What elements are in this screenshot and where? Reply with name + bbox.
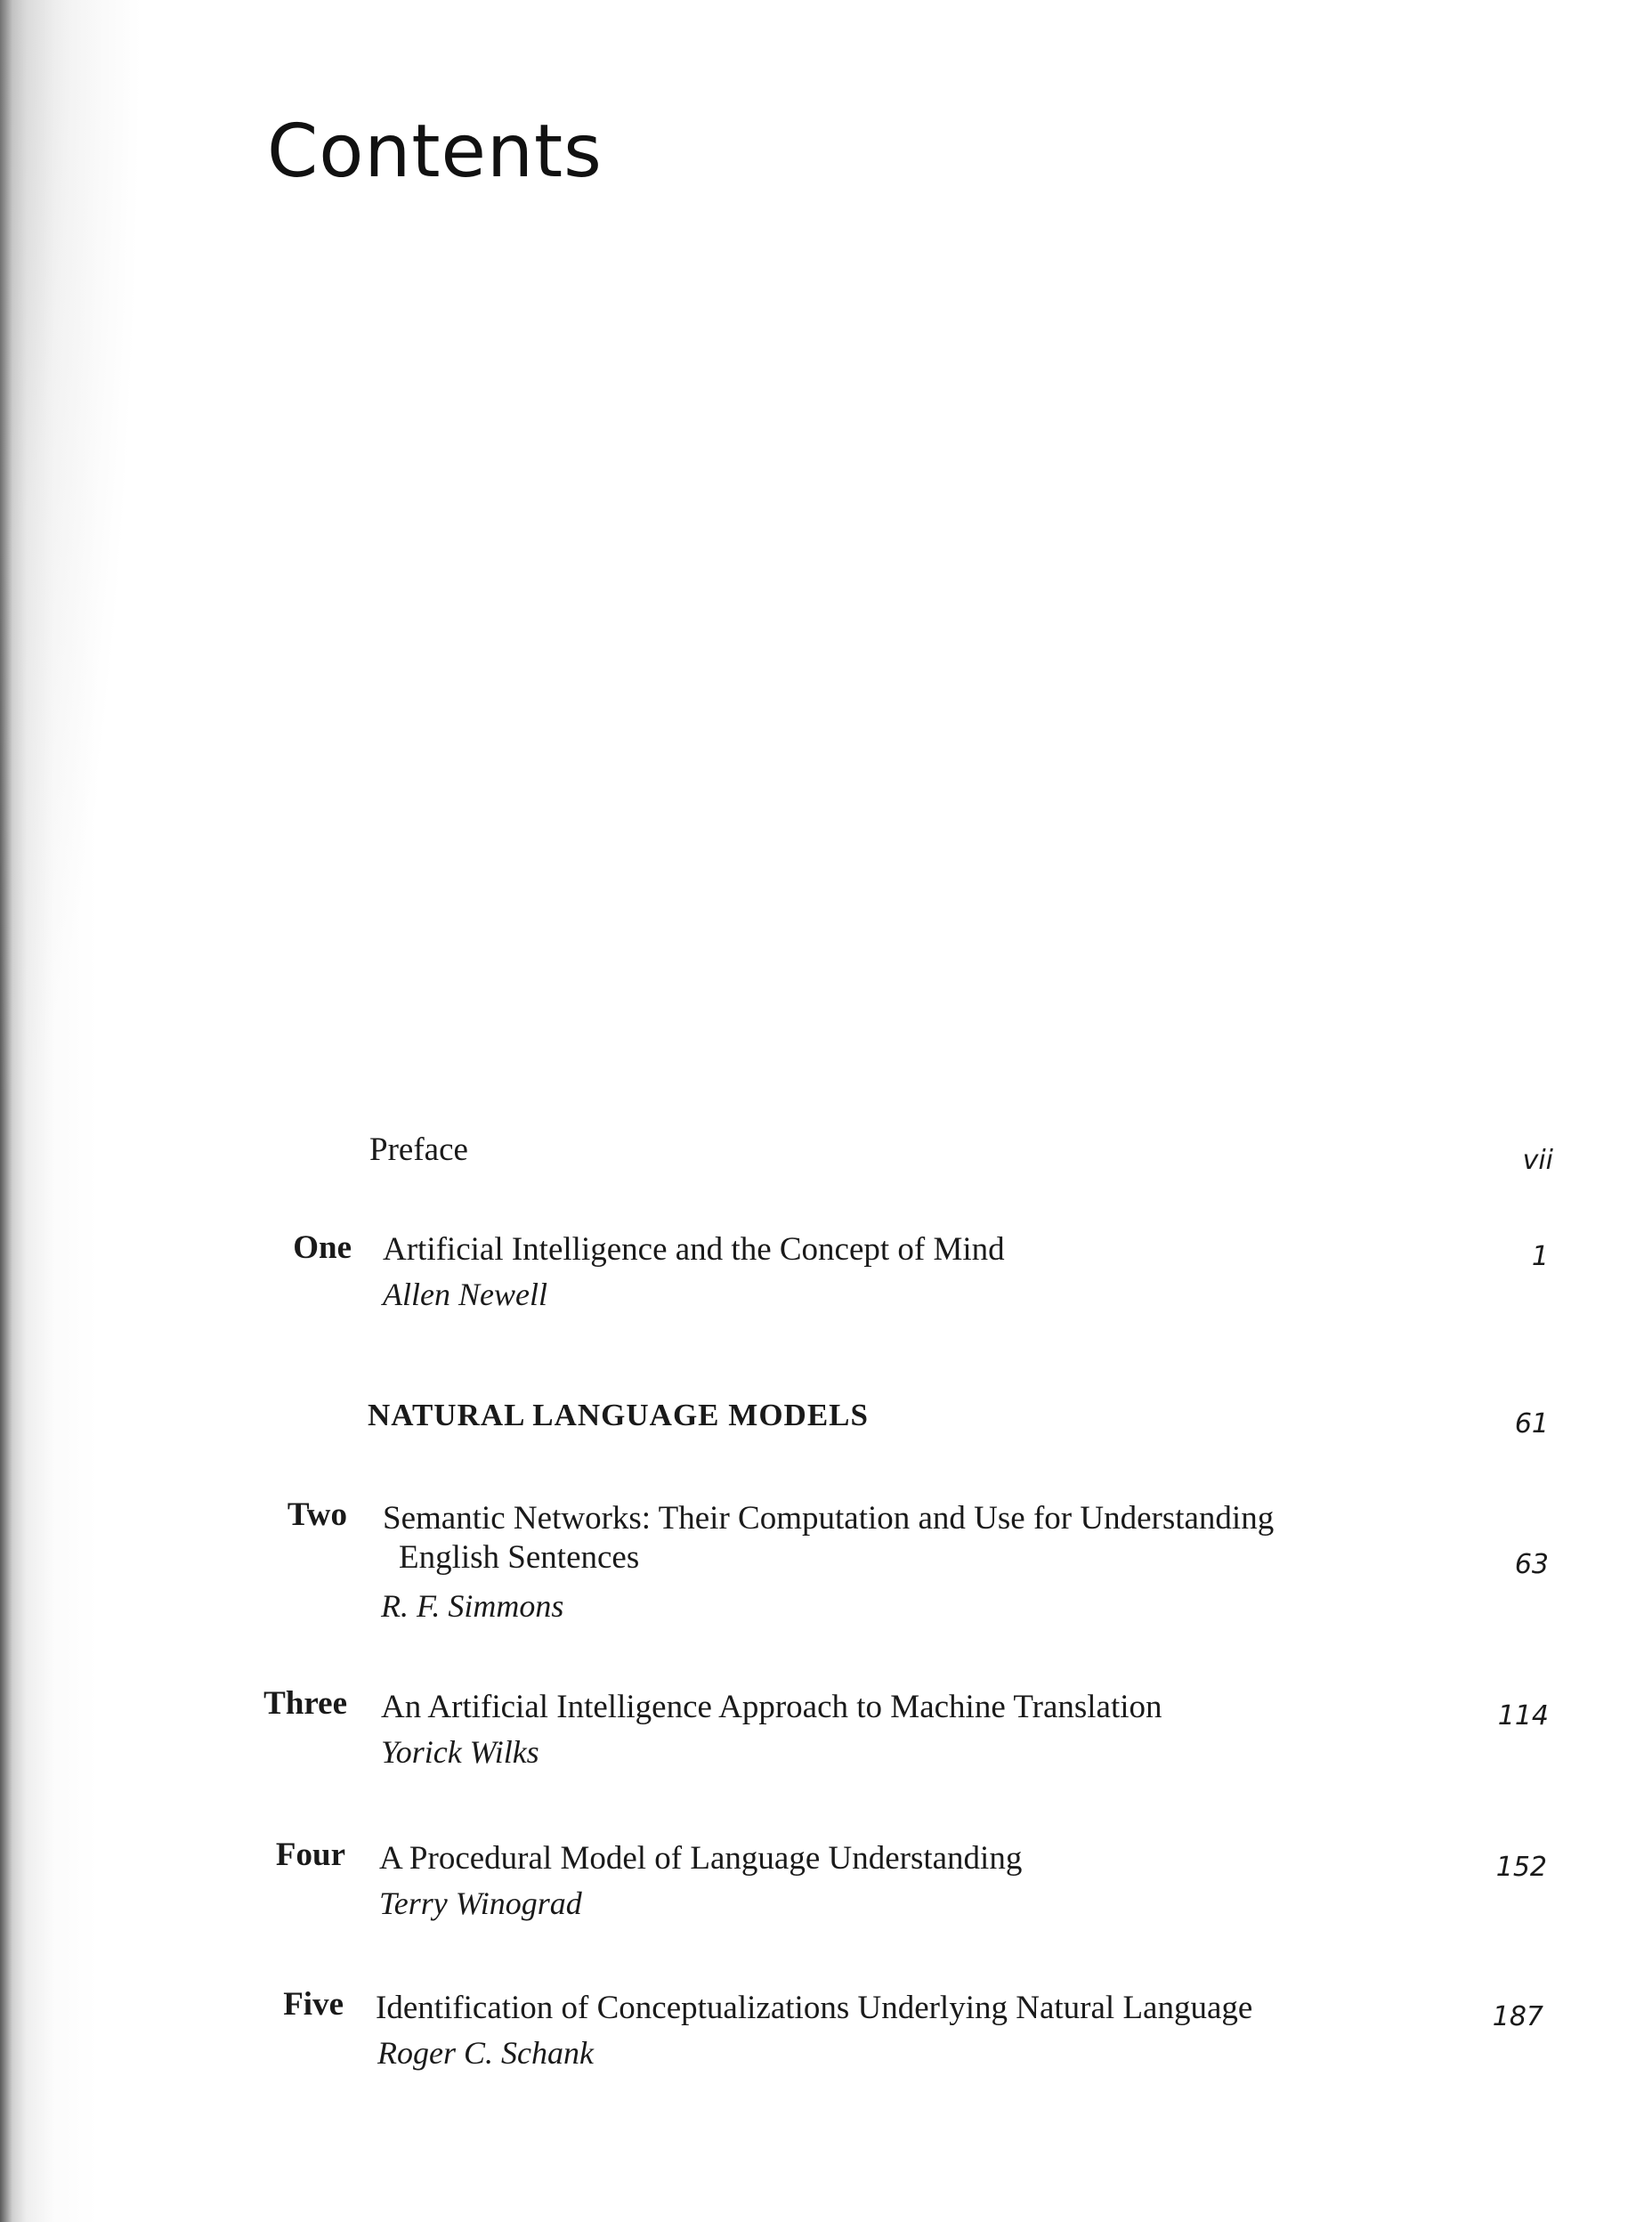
- entry-page-number: 152: [1495, 1852, 1547, 1883]
- entry-author: Yorick Wilks: [381, 1734, 539, 1770]
- entry-page-number: 63: [1514, 1549, 1549, 1580]
- chapter-number: Four: [275, 1837, 345, 1873]
- entry-page-number: vii: [1522, 1145, 1553, 1176]
- entry-author: R. F. Simmons: [381, 1588, 564, 1624]
- entry-page-number: 114: [1497, 1700, 1549, 1731]
- entry-page-number: 1: [1531, 1241, 1549, 1272]
- entry-title: Artificial Intelligence and the Concept of Mind: [383, 1231, 1005, 1268]
- entry-title: Preface: [369, 1131, 468, 1168]
- entry-author: Allen Newell: [383, 1277, 547, 1312]
- entry-title: A Procedural Model of Language Understanding: [379, 1840, 1023, 1877]
- entry-title-line-2: English Sentences: [399, 1539, 640, 1576]
- chapter-number: Three: [263, 1685, 347, 1722]
- page-edge-shading: [0, 0, 142, 1113]
- chapter-number: One: [293, 1229, 352, 1266]
- section-title: NATURAL LANGUAGE MODELS: [368, 1398, 869, 1432]
- chapter-number: Two: [287, 1496, 347, 1533]
- entry-title-line-1: Semantic Networks: Their Computation and Use for Understanding: [383, 1500, 1275, 1537]
- entry-title: [383, 1499, 1274, 1577]
- entry-title: An Artificial Intelligence Approach to Machine Translation: [381, 1689, 1162, 1725]
- entry-page-number: 61: [1514, 1408, 1549, 1439]
- page-title: Contents: [267, 109, 603, 194]
- entry-title: Identification of Conceptualizations Underlying Natural Language: [376, 1990, 1253, 2026]
- entry-author: Roger C. Schank: [377, 2035, 594, 2071]
- entry-page-number: 187: [1492, 2001, 1543, 2032]
- chapter-number: Five: [283, 1986, 344, 2023]
- entry-author: Terry Winograd: [379, 1885, 582, 1921]
